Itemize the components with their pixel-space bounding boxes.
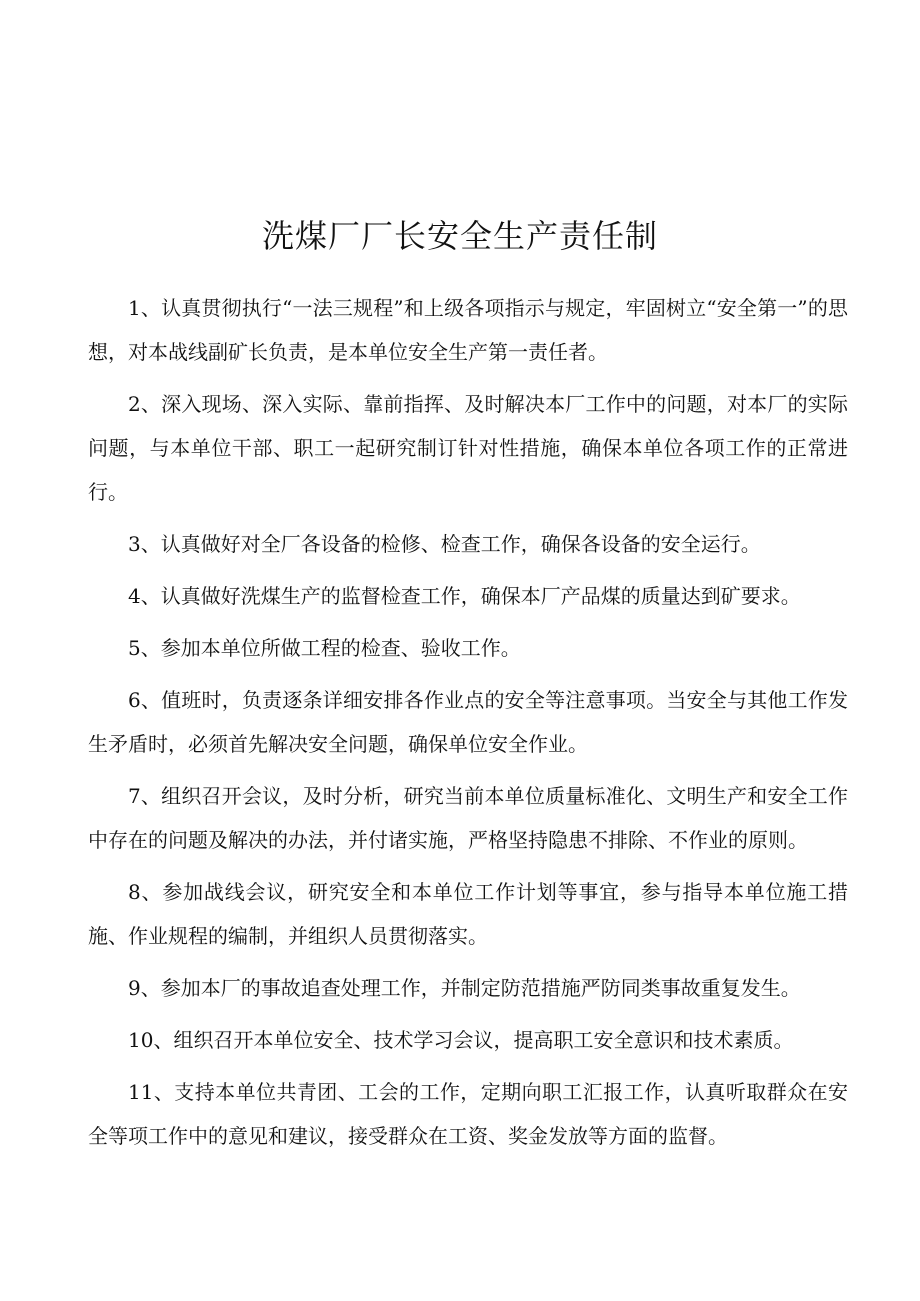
paragraph-6: 6、值班时，负责逐条详细安排各作业点的安全等注意事项。当安全与其他工作发生矛盾时，必须首先解决安全问题，确保单位安全作业。: [88, 688, 848, 756]
paragraph-11: 11、支持本单位共青团、工会的工作，定期向职工汇报工作，认真听取群众在安全等项工作中的意见和建议，接受群众在工资、奖金发放等方面的监督。: [88, 1080, 848, 1148]
paragraph-4: 4、认真做好洗煤生产的监督检查工作，确保本厂产品煤的质量达到矿要求。: [128, 584, 801, 608]
paragraph-9: 9、参加本厂的事故追查处理工作，并制定防范措施严防同类事故重复发生。: [128, 976, 801, 1000]
paragraph-3: 3、认真做好对全厂各设备的检修、检查工作，确保各设备的安全运行。: [128, 532, 761, 556]
paragraph-2: 2、深入现场、深入实际、靠前指挥、及时解决本厂工作中的问题，对本厂的实际问题，与本单位干部、职工一起研究制订针对性措施，确保本单位各项工作的正常进行。: [88, 392, 848, 504]
document-body: [88, 286, 848, 1166]
paragraph-7: 7、组织召开会议，及时分析，研究当前本单位质量标准化、文明生产和安全工作中存在的问题及解决的办法，并付诸实施，严格坚持隐患不排除、不作业的原则。: [88, 784, 848, 852]
paragraph-1: 1、认真贯彻执行“一法三规程”和上级各项指示与规定，牢固树立“安全第一”的思想，对本战线副矿长负责，是本单位安全生产第一责任者。: [88, 296, 848, 364]
document-title: 洗煤厂厂长安全生产责任制: [261, 217, 658, 255]
paragraph-10: 10、组织召开本单位安全、技术学习会议，提高职工安全意识和技术素质。: [128, 1028, 794, 1052]
paragraph-8: 8、参加战线会议，研究安全和本单位工作计划等事宜，参与指导本单位施工措施、作业规程的编制，并组织人员贯彻落实。: [88, 880, 848, 948]
paragraph-5: 5、参加本单位所做工程的检查、验收工作。: [128, 636, 521, 660]
